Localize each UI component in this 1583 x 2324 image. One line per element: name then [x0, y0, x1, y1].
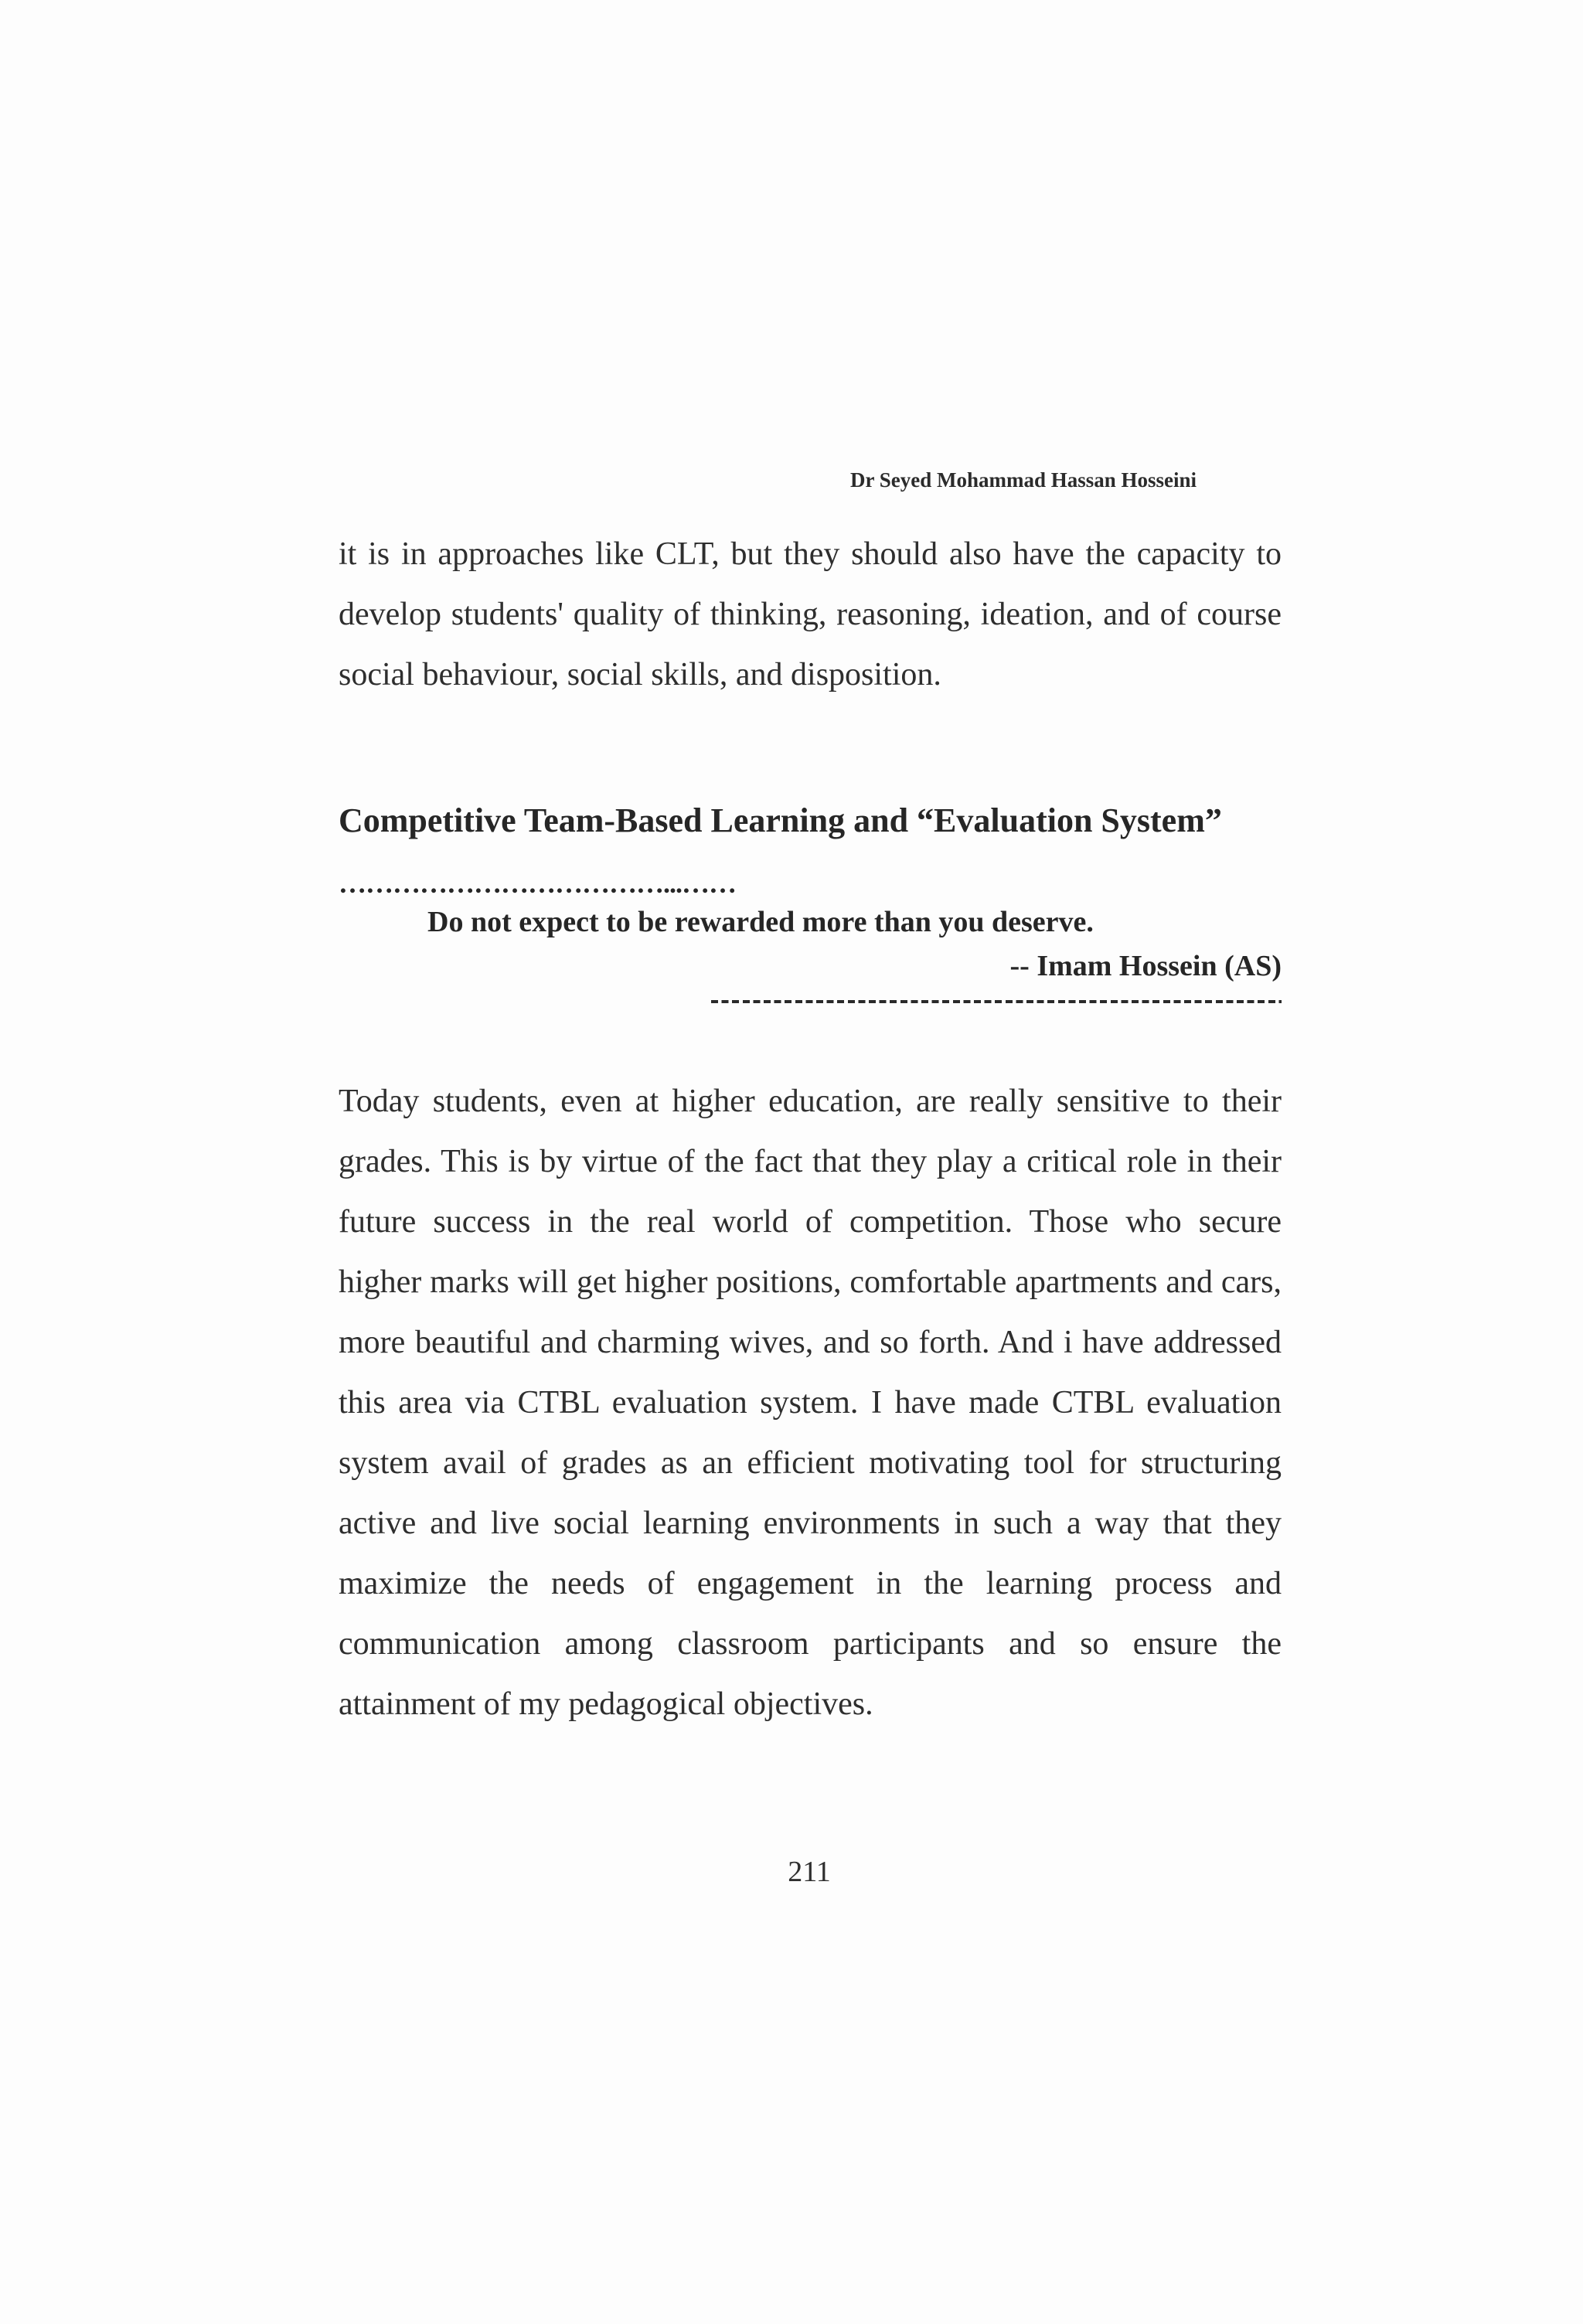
running-header-author: Dr Seyed Mohammad Hassan Hosseini: [850, 468, 1197, 492]
paragraph-main: Today students, even at higher education, are really sensitive to their grades. This is by virtue of the fact that they play a critical role in their future success in the real world of competition. Those who secure higher marks will get higher positions, comfortable apartments and cars, more beautiful and charming wives, and so forth. And i have addressed this area via CTBL evaluation system. I have made CTBL evaluation system avail of grades as an efficient motivating tool for structuring active and live social learning environments in such a way that they maximize the needs of engagement in the learning process and communication among classroom participants and so ensure the attainment of my pedagogical objectives.: [339, 1084, 1282, 1722]
paragraph-continuation: it is in approaches like CLT, but they should also have the capacity to develop students' quality of thinking, reasoning, ideation, and of course social behaviour, social skills, and disposition.: [339, 536, 1282, 692]
epigraph-attribution: -- Imam Hossein (AS): [1009, 950, 1282, 982]
dashed-rule: [711, 991, 1282, 1008]
section-heading: Competitive Team-Based Learning and “Evaluation System”: [339, 801, 1222, 839]
page-number: 211: [788, 1856, 831, 1888]
dotted-separator: ………………………………...……: [339, 868, 736, 899]
epigraph-quote: Do not expect to be rewarded more than you deserve.: [427, 906, 1094, 938]
